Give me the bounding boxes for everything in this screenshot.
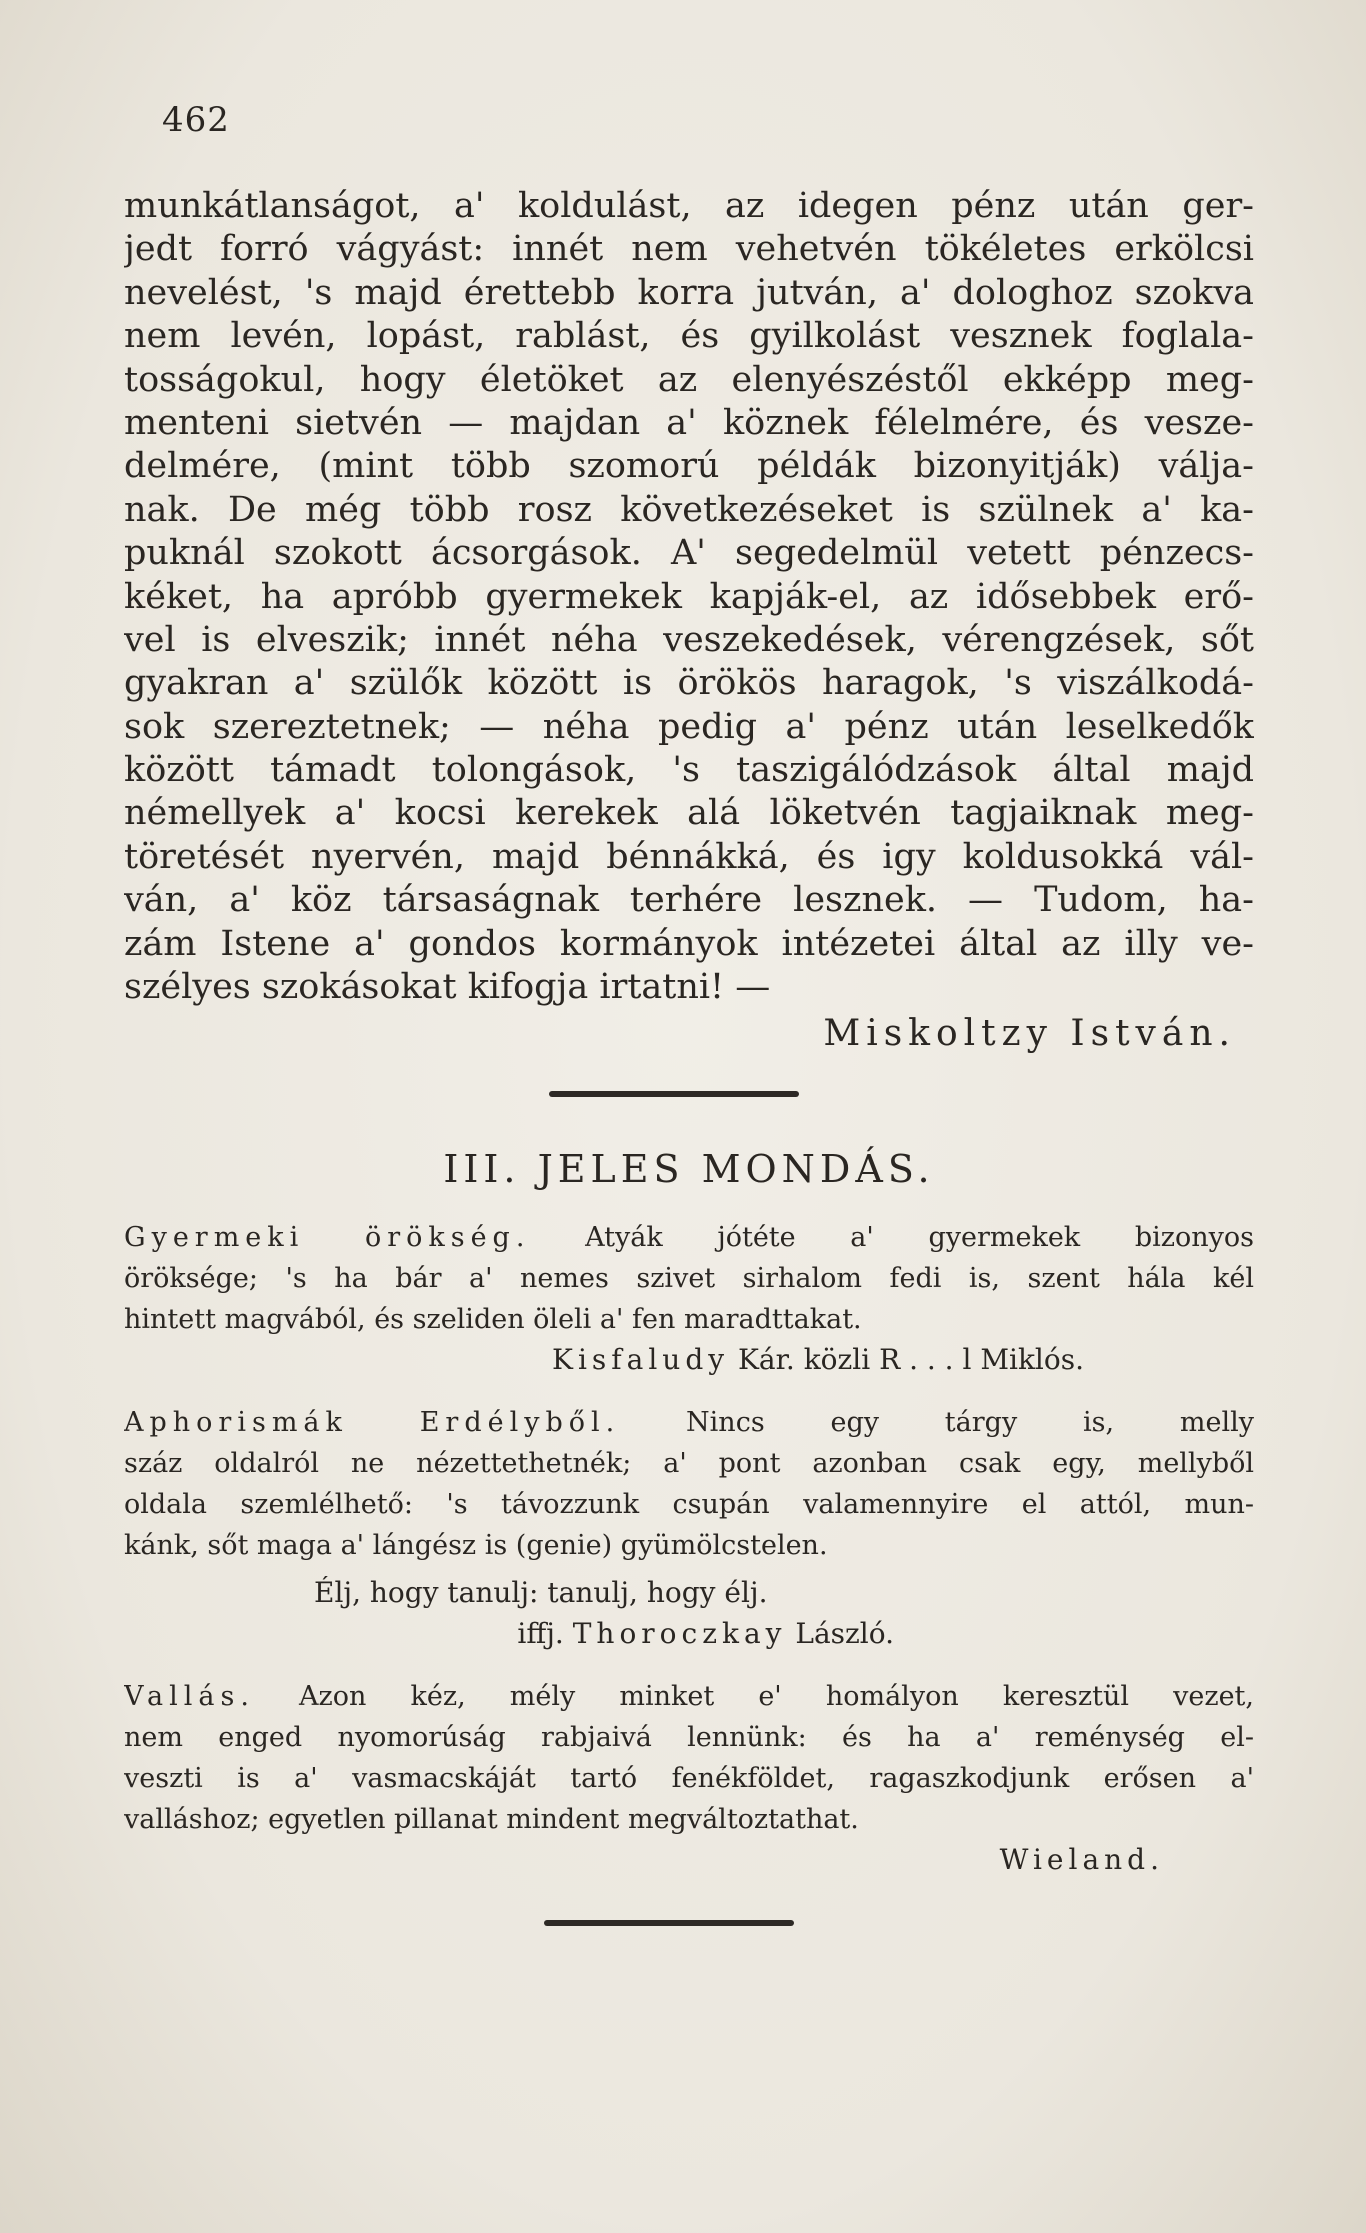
text-line: kéket, ha apróbb gyermekek kapják-el, az idősebbek erő- bbox=[124, 576, 1254, 617]
text-line: között támadt tolongások, 's taszigálódzások által majd bbox=[124, 750, 1254, 791]
attribution-name: Kisfaludy bbox=[552, 1343, 730, 1377]
attribution-prefix: iffj. bbox=[517, 1617, 573, 1651]
entry-line bbox=[124, 1217, 1254, 1258]
text-line: zám Istene a' gondos kormányok intézetei által az illy ve- bbox=[124, 923, 1254, 964]
entry-line: száz oldalról ne nézettethetnék; a' pont azonban csak egy, mellyből bbox=[124, 1448, 1254, 1480]
attribution-name: Thoroczkay bbox=[572, 1617, 787, 1651]
entry-motto: Élj, hogy tanulj: tanulj, hogy élj. bbox=[314, 1576, 768, 1610]
text-line: nak. De még több rosz következéseket is szülnek a' ka- bbox=[124, 489, 1254, 530]
entry-text: Atyák jótéte a' gyermekek bizonyos bbox=[530, 1222, 1254, 1254]
closing-divider bbox=[544, 1920, 794, 1926]
entry-title: Vallás. bbox=[124, 1681, 255, 1713]
saying-entry bbox=[124, 1676, 1254, 1880]
entry-title: Gyermeki örökség. bbox=[124, 1222, 531, 1254]
text-line: nevelést, 's majd érettebb korra jutván, a' dologhoz szokva bbox=[124, 272, 1254, 313]
entry-text: Azon kéz, mély minket e' homályon keresztül vezet, bbox=[254, 1681, 1254, 1713]
text-line: gyakran a' szülők között is örökös haragok, 's viszálkodá- bbox=[124, 663, 1254, 704]
text-line: tosságokul, hogy életöket az elenyészéstől ekképp meg- bbox=[124, 359, 1254, 400]
text-line: jedt forró vágyást: innét nem vehetvén tökéletes erkölcsi bbox=[124, 229, 1254, 270]
entry-title: Aphorismák Erdélyből. bbox=[124, 1407, 621, 1439]
author-signature: Miskoltzy István. bbox=[823, 1013, 1236, 1055]
saying-entry bbox=[124, 1217, 1254, 1380]
entry-line: nem enged nyomorúság rabjaivá lennünk: és ha a' reménység el- bbox=[124, 1722, 1254, 1754]
main-paragraph bbox=[124, 185, 1254, 1009]
text-line: munkátlanságot, a' koldulást, az idegen pénz után ger- bbox=[124, 186, 1254, 226]
attribution-name: Wieland. bbox=[999, 1843, 1164, 1877]
entry-line: kánk, sőt maga a' lángész is (genie) gyümölcstelen. bbox=[124, 1530, 828, 1562]
entry-line bbox=[124, 1676, 1254, 1717]
text-line: sok szereztetnek; — néha pedig a' pénz után leselkedők bbox=[124, 706, 1254, 747]
saying-entry bbox=[124, 1402, 1254, 1654]
text-line: nem levén, lopást, rablást, és gyilkolást vesznek foglala- bbox=[124, 316, 1254, 357]
entry-line: valláshoz; egyetlen pillanat mindent megváltoztathat. bbox=[124, 1804, 859, 1836]
text-line: puknál szokott ácsorgások. A' segedelmül vetett pénzecs- bbox=[124, 533, 1254, 574]
entry-line: hintett magvából, és szeliden öleli a' fen maradttakat. bbox=[124, 1304, 862, 1336]
text-line: szélyes szokásokat kifogja irtatni! — bbox=[124, 967, 771, 1008]
text-line: töretését nyervén, majd bénnákká, és igy koldusokká vál- bbox=[124, 836, 1254, 877]
page-number: 462 bbox=[162, 100, 230, 140]
attribution-detail: Kár. közli R . . . l Miklós. bbox=[729, 1343, 1084, 1377]
text-line: menteni sietvén — majdan a' köznek félelmére, és vesze- bbox=[124, 402, 1254, 443]
section-heading: III. JELES MONDÁS. bbox=[443, 1147, 935, 1192]
entry-line: veszti is a' vasmacskáját tartó fenékföldet, ragaszkodjunk erősen a' bbox=[124, 1763, 1254, 1795]
text-line: delmére, (mint több szomorú példák bizonyitják) válja- bbox=[124, 446, 1254, 487]
attribution-detail: László. bbox=[786, 1617, 894, 1651]
section-divider bbox=[549, 1091, 799, 1097]
page-body bbox=[124, 185, 1254, 1926]
entry-line bbox=[124, 1402, 1254, 1443]
entry-text: Nincs egy tárgy is, melly bbox=[620, 1407, 1254, 1439]
entry-line: oldala szemlélhető: 's távozzunk csupán valamennyire el attól, mun- bbox=[124, 1489, 1254, 1521]
entry-line: öröksége; 's ha bár a' nemes szivet sirhalom fedi is, szent hála kél bbox=[124, 1263, 1254, 1295]
entry-attribution bbox=[124, 1614, 894, 1654]
text-line: vel is elveszik; innét néha veszekedések, vérengzések, sőt bbox=[124, 619, 1254, 660]
entry-attribution bbox=[124, 1340, 1084, 1380]
text-line: némellyek a' kocsi kerekek alá löketvén tagjaiknak meg- bbox=[124, 793, 1254, 834]
text-line: ván, a' köz társaságnak terhére lesznek. — Tudom, ha- bbox=[124, 880, 1254, 921]
entry-attribution bbox=[124, 1840, 1164, 1880]
